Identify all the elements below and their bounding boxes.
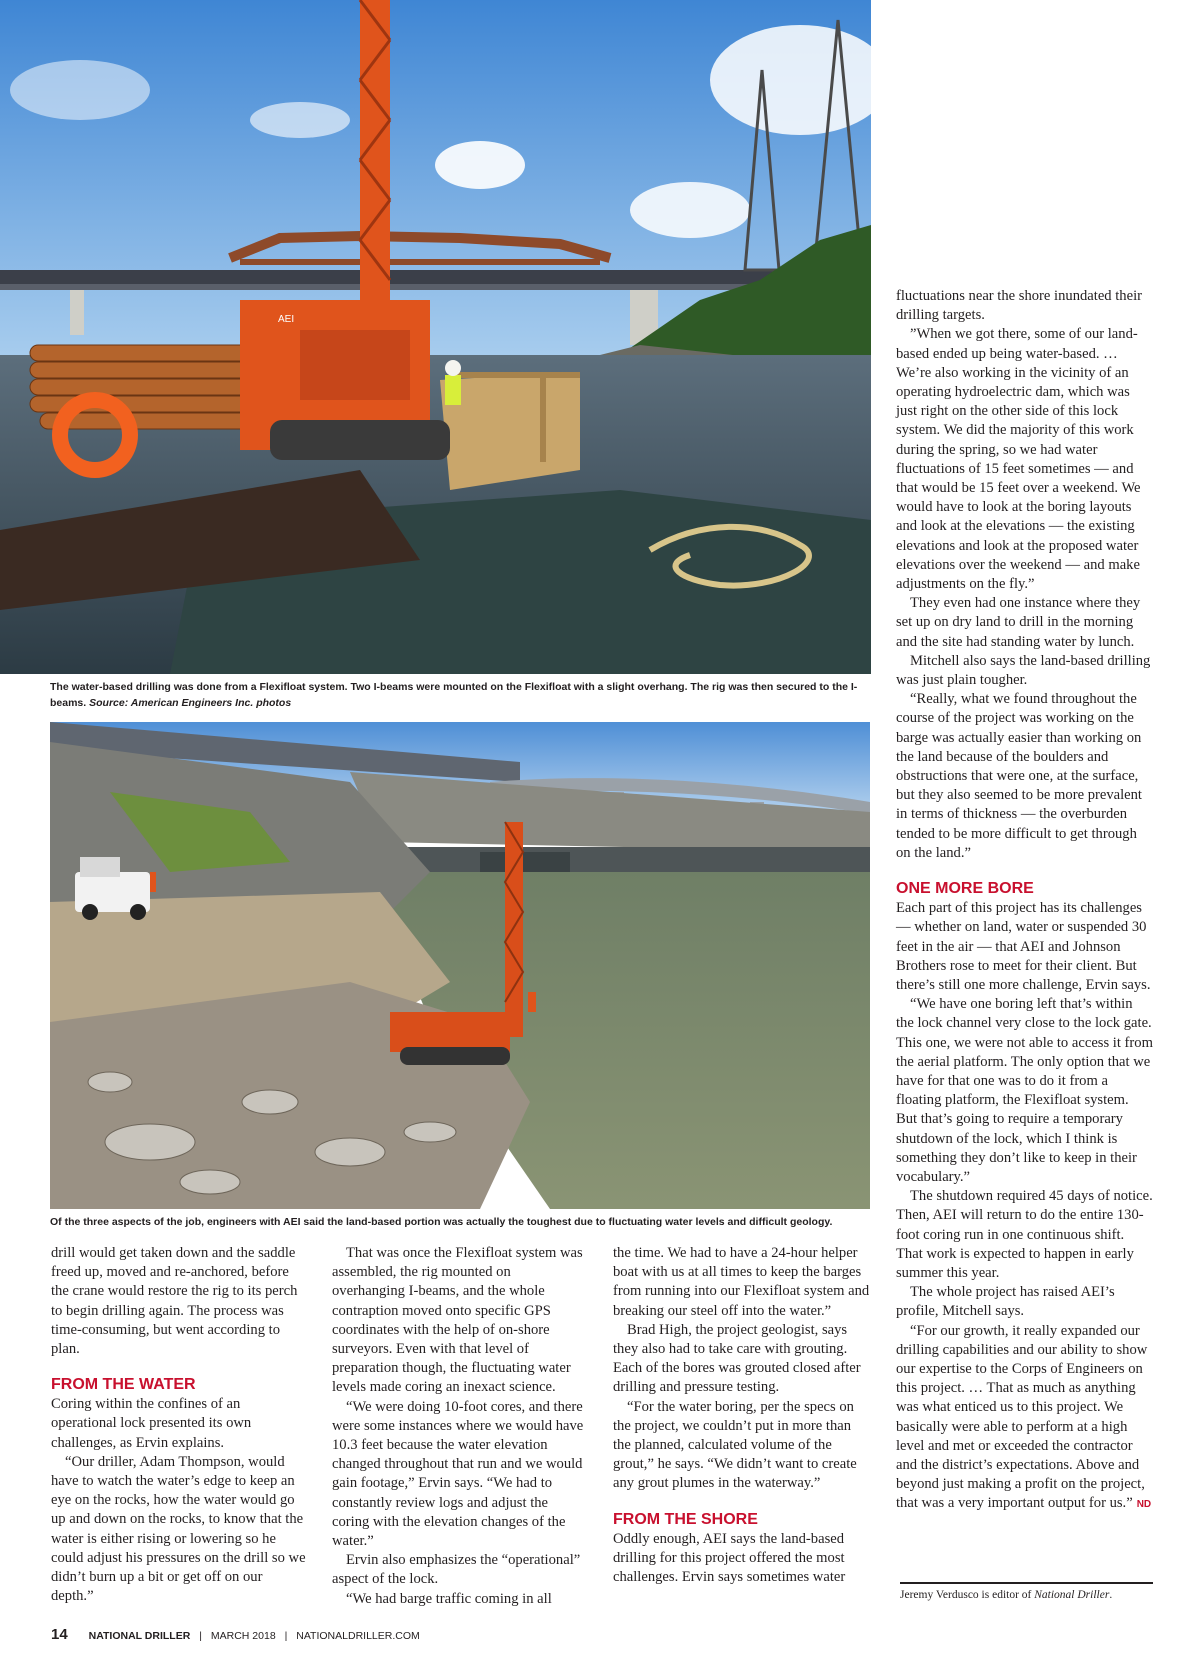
col4-paragraph-10	[896, 1322, 1153, 1515]
rig-label: AEI	[278, 314, 295, 325]
col4-paragraph-3: They even had one instance where they set up on dry land to drill in the morning and the site had standing water by lunch.	[896, 595, 1141, 650]
col4-paragraph-10-text: “For our growth, it really expanded our drilling capabilities and our ability to show our expertise to the Corps of Engineers on this project. … That as much as anything was what enticed us to this project. We basically were able to perform at a high level and met or exceeded the contractor and the district’s expectations. Above and beyond just making a profit on the project, that was a very important output for us.”	[896, 1322, 1148, 1512]
col4-paragraph-9: The whole project has raised AEI’s profile, Mitchell says.	[896, 1284, 1115, 1320]
photo1-caption	[50, 679, 870, 711]
issue-date: MARCH 2018	[210, 1630, 276, 1642]
col3-paragraph-2: Brad High, the project geologist, says they also had to take care with grouting. Each of the bores was grouted closed after drilling and pressure testing.	[613, 1321, 861, 1396]
col4-paragraph-1: fluctuations near the shore inundated their drilling targets.	[896, 288, 1142, 324]
heading-one-more-bore: ONE MORE BORE	[896, 880, 1034, 898]
col4-paragraph-7: “We have one boring left that’s within the lock channel very close to the lock gate. This one, we were not able to access it from the aerial platform. The only option that we have for that one was to do it from a floating platform, the Flexifloat system. But that’s going to require a temporary shutdown of the lock, which I think is something they don’t like to keep in their vocabulary.”	[896, 996, 1153, 1185]
col4-paragraph-4: Mitchell also says the land-based drilling was just plain tougher.	[896, 652, 1151, 689]
col4-paragraph-6: Each part of this project has its challenges — whether on land, water or suspended 30 feet in the air — that AEI and Johnson Brothers rose to meet for their client. But there’s still one more challenge, Ervin says.	[896, 900, 1151, 993]
col4-paragraph-5: “Really, what we found throughout the course of the project was working on the barge was actually easier than working on the land because of the boulders and obstructions that were one, at the surface, but they also seemed to be more prevalent in terms of thickness — the overburden tended to be more difficult to get through on the land.”	[896, 691, 1142, 861]
photo1-caption-text: The water-based drilling was done from a Flexifloat system. Two I-beams were mounted on the Flexifloat with a slight overhang. The rig was then secured to the I-beams.	[50, 681, 858, 709]
col2-paragraph-4: “We had barge traffic coming in all	[346, 1590, 552, 1607]
bio-lead: Jeremy Verdusco is editor of	[900, 1589, 1035, 1601]
article-column-2	[332, 1244, 587, 1609]
col3-paragraph-3: “For the water boring, per the specs on the project, we couldn’t put in more than the planned, calculated volume of the grout,” he says. “We didn’t want to create any grout plumes in the waterway.”	[613, 1398, 857, 1492]
bio-divider	[900, 1582, 1153, 1584]
bio-tail: .	[1109, 1589, 1113, 1601]
photo-shore-drilling	[50, 722, 870, 1209]
bio-publication: National Driller	[1034, 1589, 1110, 1601]
col1-paragraph-2: Coring within the confines of an operational lock presented its own challenges, as Ervin explains.	[51, 1396, 252, 1451]
photo2-caption: Of the three aspects of the job, engineers with AEI said the land-based portion was actually the toughest due to fluctuating water levels and difficult geology.	[50, 1216, 833, 1228]
photo1-credit: Source: American Engineers Inc. photos	[89, 697, 292, 709]
footer-separator-2: |	[284, 1630, 288, 1642]
col3-paragraph-4: Oddly enough, AEI says the land-based drilling for this project offered the most challenges. Ervin says sometimes water	[613, 1530, 846, 1586]
col1-paragraph-3: “Our driller, Adam Thompson, would have to watch the water’s edge to keep an eye on the rocks, how the water would go up and down on the rocks, to know that the water is either rising or lowering so he could adjust his pressures on the drill so we didn’t burn up a bit or get off on our depth.”	[51, 1453, 306, 1605]
col2-paragraph-2: “We were doing 10-foot cores, and there were some instances where we would have 10.3 feet because the water elevation changed throughout that run and we would gain footage,” Ervin says. “We had to constantly review logs and adjust the coring with the elevation changes of the water.”	[332, 1398, 584, 1550]
footer-separator-1: |	[199, 1630, 202, 1642]
author-bio	[900, 1589, 1112, 1601]
article-column-1	[51, 1244, 306, 1606]
article-column-3	[613, 1244, 871, 1587]
col3-paragraph-1: the time. We had to have a 24-hour helper boat with us at all times to keep the barges from running into our Flexifloat system and breaking our steel off into the water.”	[613, 1245, 870, 1319]
magazine-name: NATIONAL DRILLER	[88, 1630, 191, 1642]
heading-from-the-water: FROM THE WATER	[51, 1376, 196, 1394]
col4-paragraph-2: ”When we got there, some of our land-based ended up being water-based. … We’re also working in the vicinity of an operating hydroelectric dam, which was just right on the other side of this lock system. We did the majority of this work during the spring, so we had water fluctuations of 15 feet sometimes — and that would be 15 feet over a weekend. We would have to look at the boring layouts and look at the elevations — the existing elevations and look at the proposed water elevations over the weekend — and make adjustments on the fly.”	[896, 326, 1141, 593]
article-column-4	[896, 287, 1153, 1515]
page-footer	[51, 1626, 420, 1643]
col4-paragraph-8: The shutdown required 45 days of notice. Then, AEI will return to do the entire 130-foot coring run in one continuous shift. That work is expected to happen in early summer this year.	[896, 1188, 1153, 1281]
photo-barge-drilling	[0, 0, 871, 674]
website: NATIONALDRILLER.COM	[296, 1630, 420, 1642]
heading-from-the-shore: FROM THE SHORE	[613, 1510, 758, 1528]
col1-paragraph-1: drill would get taken down and the saddle freed up, moved and re-anchored, before the crane would restore the rig to its perch to begin drilling again. The process was time-consuming, but went according to plan.	[51, 1245, 298, 1358]
col2-paragraph-3: Ervin also emphasizes the “operational” aspect of the lock.	[332, 1552, 581, 1588]
col2-paragraph-1: That was once the Flexifloat system was assembled, the rig mounted on overhanging I-beams, and the whole contraption moved onto specific GPS coordinates with the help of on-shore surveyors. Even with that level of preparation though, the fluctuating water levels made coring an inexact science.	[332, 1245, 583, 1396]
end-mark: ND	[1136, 1499, 1152, 1511]
page-number: 14	[51, 1626, 68, 1643]
